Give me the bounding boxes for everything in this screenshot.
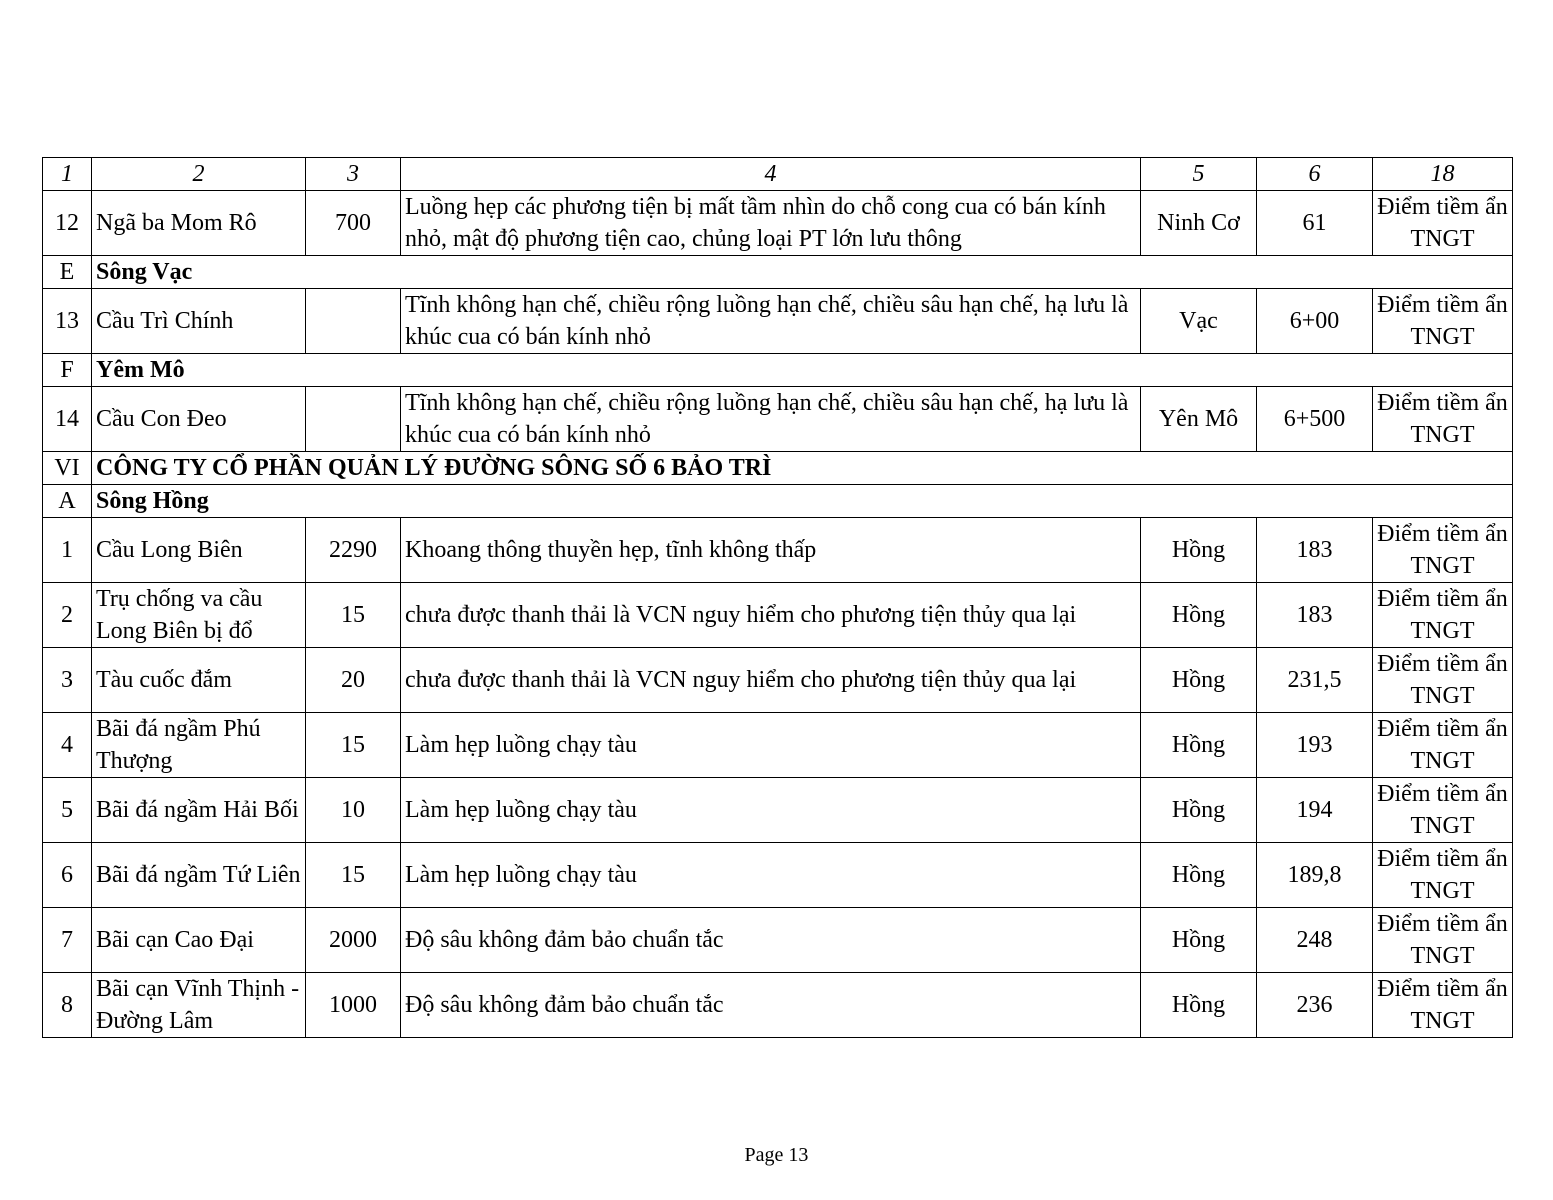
length-value: 15 [306, 843, 401, 908]
header-cell: 2 [92, 158, 306, 191]
note: Điểm tiềm ẩn TNGT [1373, 973, 1513, 1038]
note: Điểm tiềm ẩn TNGT [1373, 518, 1513, 583]
row-number: 5 [43, 778, 92, 843]
table-row [43, 843, 1513, 908]
river-name: Hồng [1141, 908, 1257, 973]
header-row [43, 158, 1513, 191]
note: Điểm tiềm ẩn TNGT [1373, 713, 1513, 778]
section-code: VI [43, 452, 92, 485]
location-name: Tàu cuốc đắm [92, 648, 306, 713]
km-marker: 189,8 [1257, 843, 1373, 908]
description: Làm hẹp luồng chạy tàu [401, 713, 1141, 778]
location-name: Cầu Long Biên [92, 518, 306, 583]
km-marker: 183 [1257, 518, 1373, 583]
row-number: 8 [43, 973, 92, 1038]
length-value: 20 [306, 648, 401, 713]
section-code: A [43, 485, 92, 518]
section-code: F [43, 354, 92, 387]
river-name: Hồng [1141, 518, 1257, 583]
length-value [306, 289, 401, 354]
description: Độ sâu không đảm bảo chuẩn tắc [401, 908, 1141, 973]
note: Điểm tiềm ẩn TNGT [1373, 191, 1513, 256]
table-row [43, 191, 1513, 256]
length-value: 1000 [306, 973, 401, 1038]
row-number: 1 [43, 518, 92, 583]
location-name: Trụ chống va cầu Long Biên bị đổ [92, 583, 306, 648]
page-number: Page 13 [744, 1144, 809, 1166]
river-name: Hồng [1141, 973, 1257, 1038]
note: Điểm tiềm ẩn TNGT [1373, 843, 1513, 908]
river-name: Vạc [1141, 289, 1257, 354]
river-name: Ninh Cơ [1141, 191, 1257, 256]
description: Khoang thông thuyền hẹp, tĩnh không thấp [401, 518, 1141, 583]
row-number: 12 [43, 191, 92, 256]
length-value: 2000 [306, 908, 401, 973]
header-cell: 4 [401, 158, 1141, 191]
section-title: Sông Hồng [92, 485, 1513, 518]
note: Điểm tiềm ẩn TNGT [1373, 289, 1513, 354]
length-value: 700 [306, 191, 401, 256]
row-number: 14 [43, 387, 92, 452]
header-cell: 1 [43, 158, 92, 191]
river-name: Hồng [1141, 843, 1257, 908]
note: Điểm tiềm ẩn TNGT [1373, 778, 1513, 843]
table-row [43, 387, 1513, 452]
table-row [43, 713, 1513, 778]
row-number: 6 [43, 843, 92, 908]
km-marker: 183 [1257, 583, 1373, 648]
location-name: Cầu Trì Chính [92, 289, 306, 354]
header-cell: 3 [306, 158, 401, 191]
km-marker: 194 [1257, 778, 1373, 843]
table-row [43, 289, 1513, 354]
km-marker: 193 [1257, 713, 1373, 778]
location-name: Ngã ba Mom Rô [92, 191, 306, 256]
location-name: Bãi cạn Cao Đại [92, 908, 306, 973]
section-title: Sông Vạc [92, 256, 1513, 289]
description: Luồng hẹp các phương tiện bị mất tầm nhìn do chỗ cong cua có bán kính nhỏ, mật độ phương tiện cao, chủng loại PT lớn lưu thông [401, 191, 1141, 256]
section-title: Yêm Mô [92, 354, 1513, 387]
section-row [43, 256, 1513, 289]
row-number: 13 [43, 289, 92, 354]
section-row [43, 485, 1513, 518]
description: Làm hẹp luồng chạy tàu [401, 778, 1141, 843]
river-name: Hồng [1141, 648, 1257, 713]
header-cell: 18 [1373, 158, 1513, 191]
section-title: CÔNG TY CỔ PHẦN QUẢN LÝ ĐƯỜNG SÔNG SỐ 6 BẢO TRÌ [92, 452, 1513, 485]
length-value: 15 [306, 583, 401, 648]
river-name: Hồng [1141, 713, 1257, 778]
section-code: E [43, 256, 92, 289]
description: Độ sâu không đảm bảo chuẩn tắc [401, 973, 1141, 1038]
km-marker: 6+500 [1257, 387, 1373, 452]
location-name: Bãi đá ngầm Tứ Liên [92, 843, 306, 908]
description: Tĩnh không hạn chế, chiều rộng luồng hạn chế, chiều sâu hạn chế, hạ lưu là khúc cua có bán kính nhỏ [401, 289, 1141, 354]
location-name: Bãi đá ngầm Phú Thượng [92, 713, 306, 778]
note: Điểm tiềm ẩn TNGT [1373, 908, 1513, 973]
note: Điểm tiềm ẩn TNGT [1373, 387, 1513, 452]
description: chưa được thanh thải là VCN nguy hiểm cho phương tiện thủy qua lại [401, 583, 1141, 648]
header-cell: 5 [1141, 158, 1257, 191]
length-value: 2290 [306, 518, 401, 583]
row-number: 3 [43, 648, 92, 713]
river-name: Hồng [1141, 778, 1257, 843]
table-row [43, 778, 1513, 843]
length-value: 15 [306, 713, 401, 778]
km-marker: 61 [1257, 191, 1373, 256]
location-name: Cầu Con Đeo [92, 387, 306, 452]
note: Điểm tiềm ẩn TNGT [1373, 648, 1513, 713]
description: Làm hẹp luồng chạy tàu [401, 843, 1141, 908]
description: chưa được thanh thải là VCN nguy hiểm cho phương tiện thủy qua lại [401, 648, 1141, 713]
hazard-table [42, 157, 1513, 1038]
km-marker: 231,5 [1257, 648, 1373, 713]
table-row [43, 648, 1513, 713]
table-row [43, 583, 1513, 648]
section-row [43, 354, 1513, 387]
row-number: 4 [43, 713, 92, 778]
location-name: Bãi đá ngầm Hải Bối [92, 778, 306, 843]
header-cell: 6 [1257, 158, 1373, 191]
location-name: Bãi cạn Vĩnh Thịnh - Đường Lâm [92, 973, 306, 1038]
note: Điểm tiềm ẩn TNGT [1373, 583, 1513, 648]
km-marker: 6+00 [1257, 289, 1373, 354]
description: Tĩnh không hạn chế, chiều rộng luồng hạn chế, chiều sâu hạn chế, hạ lưu là khúc cua có bán kính nhỏ [401, 387, 1141, 452]
table-row [43, 973, 1513, 1038]
river-name: Hồng [1141, 583, 1257, 648]
km-marker: 248 [1257, 908, 1373, 973]
row-number: 2 [43, 583, 92, 648]
river-name: Yên Mô [1141, 387, 1257, 452]
row-number: 7 [43, 908, 92, 973]
table-row [43, 518, 1513, 583]
length-value [306, 387, 401, 452]
length-value: 10 [306, 778, 401, 843]
section-row [43, 452, 1513, 485]
km-marker: 236 [1257, 973, 1373, 1038]
table-row [43, 908, 1513, 973]
